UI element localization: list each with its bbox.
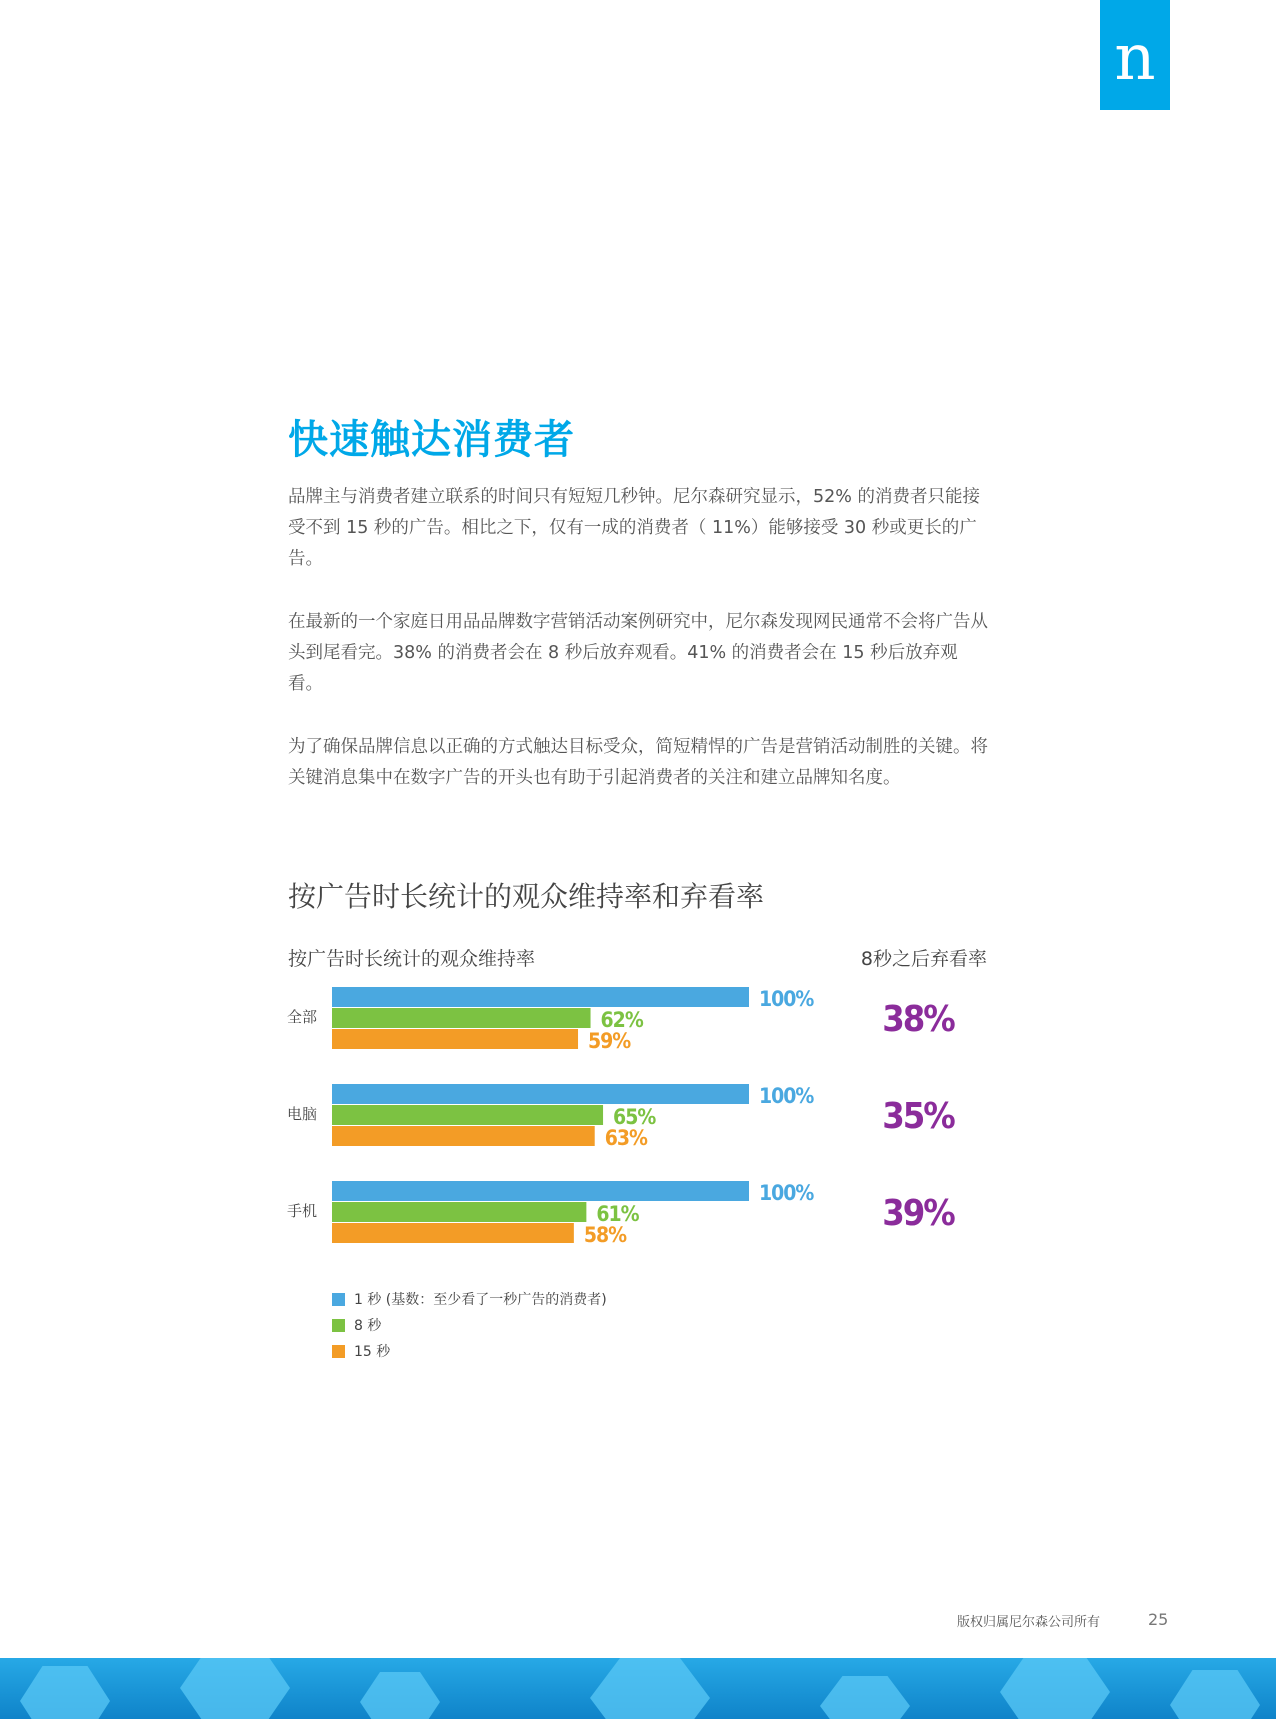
decorative-banner [0,1658,1276,1719]
bar [332,1029,578,1049]
bar-value-label: 100% [759,1181,814,1205]
chart-subtitle-abandonment: 8秒之后弃看率 [860,948,987,970]
legend-item-15s [332,1338,607,1364]
bar-value-label: 65% [613,1105,656,1129]
banner-hexagon [1170,1670,1260,1719]
bar-value-label: 63% [604,1126,647,1150]
bar [332,1126,595,1146]
banner-hexagon [20,1666,110,1719]
bar-value-label: 58% [583,1223,627,1247]
nielsen-logo [1100,0,1170,110]
bar-value-label: 100% [759,1084,814,1108]
bar [332,1181,749,1201]
bar [332,1105,603,1125]
logo-letter: n [1114,21,1156,95]
section-title: 快速触达消费者 [288,417,575,463]
bar-value-label: 100% [759,987,814,1011]
legend-label-8s: 8 秒 [354,1318,382,1334]
category-label: 手机 [287,1202,318,1220]
legend-label-15s: 15 秒 [354,1344,391,1360]
legend-swatch-8s [332,1319,345,1332]
legend-label-1s: 1 秒 (基数：至少看了一秒广告的消费者) [354,1292,607,1308]
legend-item-8s [332,1312,607,1338]
page-number: 25 [1148,1610,1169,1629]
banner-hexagon [1000,1658,1110,1719]
paragraph-2: 在最新的一个家庭日用品品牌数字营销活动案例研究中，尼尔森发现网民通常不会将广告从头到尾看完。38% 的消费者会在 8 秒后放弃观看。41% 的消费者会在 15 秒后放弃观看。 [288,612,988,694]
abandonment-rate-value: 38% [882,999,954,1040]
category-label: 全部 [287,1008,318,1026]
bar [332,1223,574,1243]
chart-legend [332,1286,607,1364]
abandonment-rate-value: 39% [882,1193,954,1234]
bar [332,1008,591,1028]
bar [332,1084,749,1104]
banner-hexagon [820,1676,910,1719]
paragraph-3: 为了确保品牌信息以正确的方式触达目标受众，简短精悍的广告是营销活动制胜的关键。将关键消息集中在数字广告的开头也有助于引起消费者的关注和建立品牌知名度。 [288,737,988,788]
banner-hexagon [590,1658,710,1719]
copyright-notice: 版权归属尼尔森公司所有 [956,1615,1100,1630]
legend-swatch-15s [332,1345,345,1358]
bar-value-label: 59% [588,1029,631,1053]
bar-value-label: 61% [596,1202,639,1226]
legend-item-1s [332,1286,607,1312]
abandonment-rate-value: 35% [882,1096,954,1137]
chart-subtitle-retention: 按广告时长统计的观众维持率 [288,948,536,970]
paragraph-1: 品牌主与消费者建立联系的时间只有短短几秒钟。尼尔森研究显示，52% 的消费者只能接受不到 15 秒的广告。相比之下，仅有一成的消费者（ 11%）能够接受 30 秒或更长的广告。 [288,487,980,569]
bar-value-label: 62% [600,1008,643,1032]
banner-hexagon [180,1658,290,1719]
banner-hexagon [360,1672,440,1719]
bar [332,987,749,1007]
chart-title: 按广告时长统计的观众维持率和弃看率 [288,880,765,913]
legend-swatch-1s [332,1293,345,1306]
bar [332,1202,586,1222]
category-label: 电脑 [287,1105,318,1123]
